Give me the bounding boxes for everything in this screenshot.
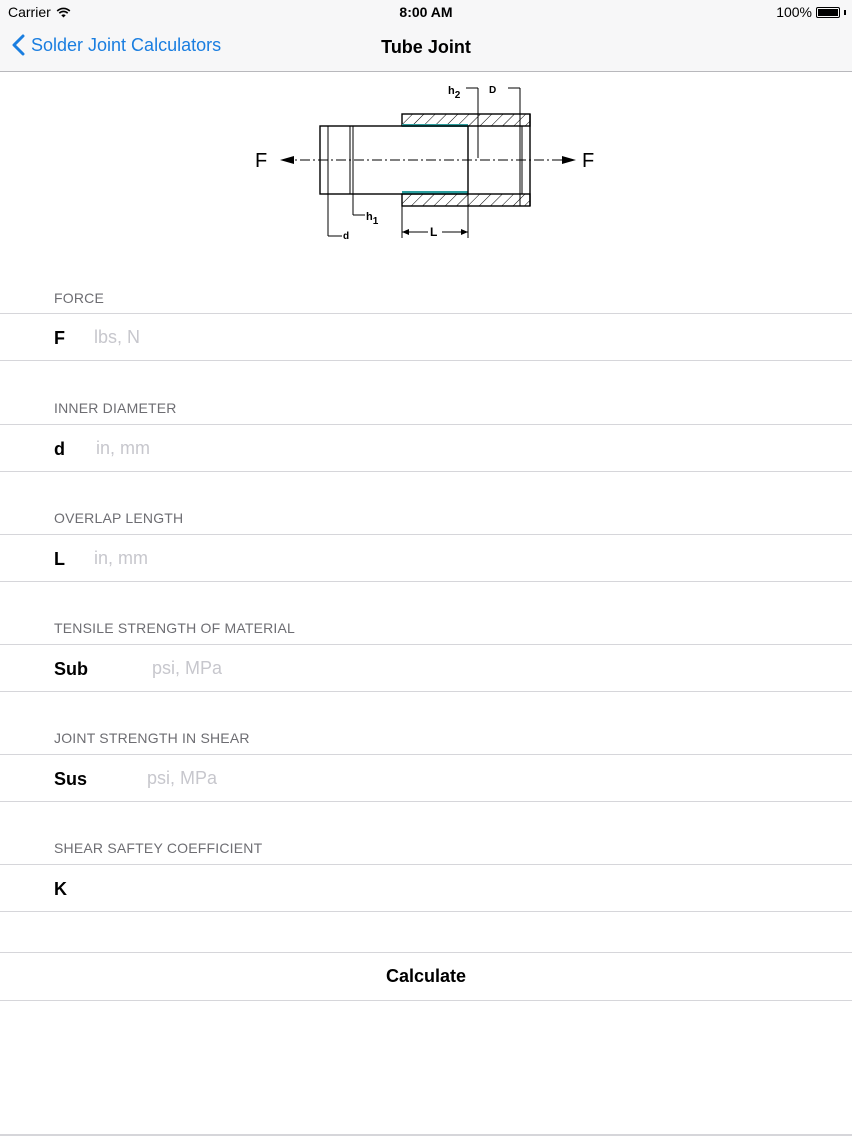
section-header-shear-safety-coefficient: SHEAR SAFTEY COEFFICIENT <box>54 840 263 856</box>
joint-shear-strength-input[interactable] <box>147 765 547 791</box>
section-header-tensile-strength: TENSILE STRENGTH OF MATERIAL <box>54 620 296 636</box>
dimension-label-L: L <box>430 225 438 239</box>
calculate-button-label: Calculate <box>385 966 467 986</box>
section-header-force: FORCE <box>54 290 104 306</box>
force-label-left: F <box>255 150 268 172</box>
tensile-strength-field-row[interactable] <box>0 644 852 692</box>
navigation-bar <box>0 24 852 72</box>
force-symbol: F <box>54 328 65 348</box>
dimension-label-D: D <box>489 85 497 96</box>
shear-safety-coefficient-input[interactable] <box>94 875 494 901</box>
force-input[interactable] <box>94 324 494 350</box>
calculate-button[interactable] <box>0 952 852 1001</box>
outer-tube-bottom <box>402 194 530 206</box>
force-label-right: F <box>582 150 595 172</box>
section-header-joint-shear-strength: JOINT STRENGTH IN SHEAR <box>54 730 250 746</box>
overlap-length-symbol: L <box>54 549 65 569</box>
tensile-strength-symbol: Sub <box>54 659 88 679</box>
inner-diameter-field-row[interactable] <box>0 424 852 472</box>
section-header-inner-diameter: INNER DIAMETER <box>54 400 177 416</box>
page-title: Tube Joint <box>381 37 471 57</box>
battery-icon <box>816 7 840 18</box>
force-field-row[interactable] <box>0 313 852 361</box>
status-time: 8:00 AM <box>399 4 453 20</box>
status-right <box>776 4 846 20</box>
dimension-label-d: d <box>343 231 350 242</box>
shear-safety-coefficient-field-row[interactable] <box>0 864 852 912</box>
dimension-label-h1: h1 <box>366 211 379 227</box>
joint-shear-strength-symbol: Sus <box>54 769 88 789</box>
shear-safety-coefficient-symbol: K <box>54 879 67 899</box>
inner-diameter-input[interactable] <box>96 435 496 461</box>
overlap-length-field-row[interactable] <box>0 534 852 582</box>
tube-joint-diagram <box>252 82 604 246</box>
joint-shear-strength-field-row[interactable] <box>0 754 852 802</box>
battery-cap <box>844 10 846 15</box>
tensile-strength-input[interactable] <box>152 655 552 681</box>
status-bar <box>0 0 852 24</box>
back-button-label: Solder Joint Calculators <box>31 34 222 55</box>
dimension-label-h2: h2 <box>448 85 461 101</box>
section-header-overlap-length: OVERLAP LENGTH <box>54 510 184 526</box>
carrier-label: Carrier <box>8 4 51 20</box>
overlap-length-input[interactable] <box>94 545 494 571</box>
inner-diameter-symbol: d <box>54 439 65 459</box>
battery-percent: 100% <box>776 4 812 20</box>
